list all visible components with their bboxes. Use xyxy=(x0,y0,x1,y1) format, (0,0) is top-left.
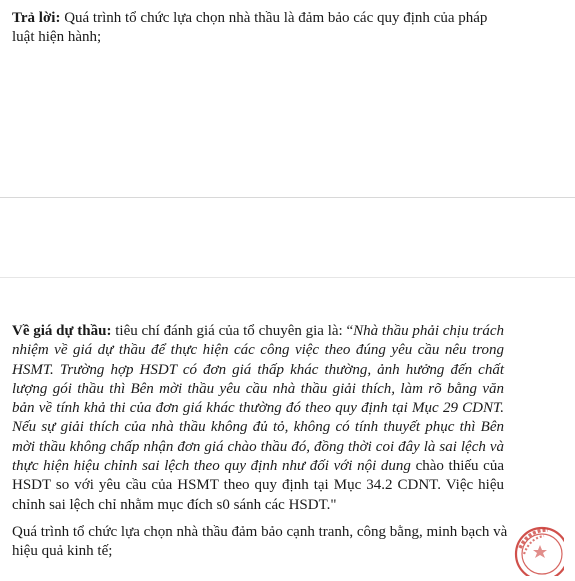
bid-price-tail: chào thiếu của HSDT so với yêu cầu của HSMT theo quy định tại Mục 34.2 CDNT. Việc hiệu chỉnh sai lệch chỉ nhằm mục đích s0 sánh các HSDT." xyxy=(12,458,504,513)
competition-text: Quá trình tổ chức lựa chọn nhà thầu đảm bảo cạnh tranh, công bằng, minh bạch và hiệu quả kinh tế; xyxy=(12,524,508,560)
page-break-gap xyxy=(0,197,575,277)
page-break-bottom-edge xyxy=(0,277,575,278)
competition-paragraph xyxy=(12,523,512,562)
bid-price-label: Về giá dự thầu: xyxy=(12,323,112,339)
bid-price-quote: Nhà thầu phải chịu trách nhiệm về giá dự thầu để thực hiện các công việc theo đúng yêu cầu nêu trong HSMT. Trường hợp HSDT có đơn giá thấp khác thường, ảnh hưởng đến chất lượng gói thầu thì Bên mời thầu yêu cầu nhà thầu giải thích, làm rõ bằng văn bản về tính khả thi của đơn giá khác thường đó theo quy định tại Mục 29 CDNT. Nếu sự giải thích của nhà thầu không đủ tỏ, không có tính thuyết phục thì Bên mời thầu không chấp nhận đơn giá chào thầu đó, đồng thời coi đây là sai lệch và thực hiện hiệu chỉnh sai lệch theo quy định như đối với nội dung xyxy=(12,323,505,475)
bid-price-intro: tiêu chí đánh giá của tổ chuyên gia là: “ xyxy=(111,323,354,339)
answer-label: Trả lời: xyxy=(12,10,61,26)
page-break-top-edge xyxy=(0,197,575,198)
bid-price-paragraph xyxy=(12,322,504,515)
answer-paragraph xyxy=(12,9,512,48)
answer-text: Quá trình tổ chức lựa chọn nhà thầu là đảm bảo các quy định của pháp luật hiện hành; xyxy=(12,10,488,46)
red-seal-stamp xyxy=(508,520,564,576)
seal-stamp-icon xyxy=(508,520,564,576)
